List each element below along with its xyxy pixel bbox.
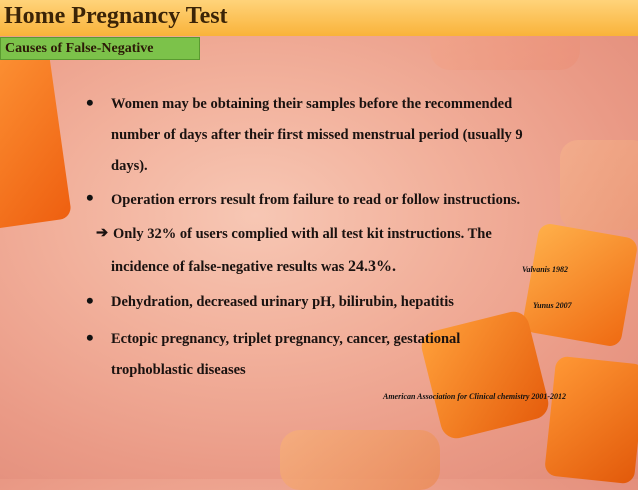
bullet-text-line: number of days after their first missed menstrual period (usually 9 [111, 127, 523, 143]
citation: Yunus 2007 [533, 301, 572, 310]
arrow-text-line [111, 258, 396, 276]
arrow-icon: ➔ [96, 225, 109, 241]
footer-citation: American Association for Clinical chemistry 2001-2012 [383, 392, 567, 401]
arrow-text-part: incidence of false-negative results was [111, 259, 348, 275]
bullet-icon: • [86, 325, 94, 350]
bullet-icon: • [86, 288, 94, 313]
bullet-text-line: days). [111, 158, 148, 174]
bullet-text-line: Women may be obtaining their samples before the recommended [111, 96, 513, 112]
bullet-icon: • [86, 90, 94, 115]
citation: Valvanis 1982 [522, 265, 569, 274]
page-title: Home Pregnancy Test [4, 3, 228, 29]
arrow-text-line: Only 32% of users complied with all test kit instructions. The [113, 226, 492, 242]
highlight-value: 24.3%. [347, 258, 396, 275]
bullet-text-line: Operation errors result from failure to read or follow instructions. [111, 192, 521, 208]
page-subtitle: Causes of False-Negative [5, 41, 154, 56]
bullet-icon: • [86, 185, 94, 210]
bullet-text-line: Ectopic pregnancy, triplet pregnancy, cancer, gestational [111, 331, 461, 347]
bullet-text-line: Dehydration, decreased urinary pH, bilirubin, hepatitis [111, 294, 454, 310]
bullet-text-line: trophoblastic diseases [111, 362, 246, 378]
